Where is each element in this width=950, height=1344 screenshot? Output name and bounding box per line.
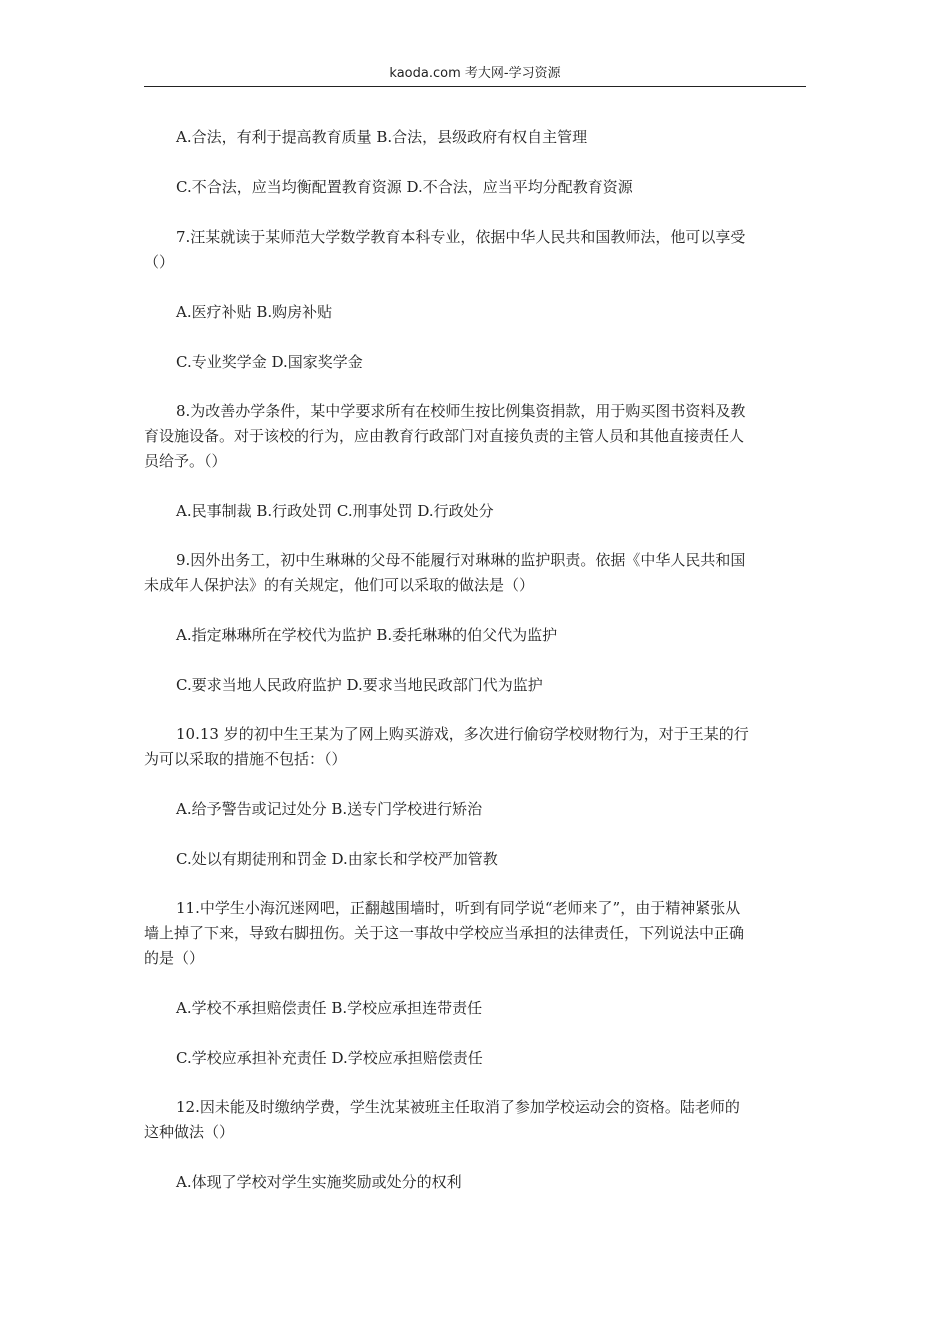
option-line: A.医疗补贴 B.购房补贴 [176, 303, 333, 321]
option-line: A.给予警告或记过处分 B.送专门学校进行矫治 [176, 800, 483, 818]
question-11-text: 11.中学生小海沉迷网吧，正翻越围墙时，听到有同学说“老师来了”，由于精神紧张从 [176, 899, 741, 917]
page-header: kaoda.com 考大网-学习资源 [389, 66, 561, 81]
option-line: C.处以有期徒刑和罚金 D.由家长和学校严加管教 [176, 850, 498, 868]
question-10-text: 10.13 岁的初中生王某为了网上购买游戏，多次进行偷窃学校财物行为，对于王某的行 [176, 725, 749, 743]
option-line: C.学校应承担补充责任 D.学校应承担赔偿责任 [176, 1049, 483, 1067]
question-10-text-cont: 为可以采取的措施不包括：（） [144, 750, 347, 768]
option-line: C.不合法，应当均衡配置教育资源 D.不合法，应当平均分配教育资源 [176, 178, 633, 196]
option-line: A.指定琳琳所在学校代为监护 B.委托琳琳的伯父代为监护 [176, 626, 558, 644]
question-7-text: 7.汪某就读于某师范大学数学教育本科专业，依据中华人民共和国教师法，他可以享受 [176, 228, 746, 246]
option-line: A.体现了学校对学生实施奖励或处分的权利 [176, 1173, 462, 1191]
question-9-text-cont: 未成年人保护法》的有关规定，他们可以采取的做法是（） [144, 576, 535, 594]
question-7-text-cont: （） [144, 253, 175, 271]
question-8-text: 8.为改善办学条件，某中学要求所有在校师生按比例集资捐款，用于购买图书资料及教 [176, 402, 746, 420]
option-line: A.合法，有利于提高教育质量 B.合法，县级政府有权自主管理 [176, 128, 588, 146]
option-line: A.民事制裁 B.行政处罚 C.刑事处罚 D.行政处分 [176, 502, 494, 520]
header-divider [144, 86, 806, 87]
question-12-text-cont: 这种做法（） [144, 1123, 235, 1141]
question-11-text-cont: 的是（） [144, 949, 205, 967]
question-9-text: 9.因外出务工，初中生琳琳的父母不能履行对琳琳的监护职责。依据《中华人民共和国 [176, 551, 746, 569]
option-line: C.要求当地人民政府监护 D.要求当地民政部门代为监护 [176, 676, 543, 694]
question-12-text: 12.因未能及时缴纳学费，学生沈某被班主任取消了参加学校运动会的资格。陆老师的 [176, 1098, 740, 1116]
option-line: A.学校不承担赔偿责任 B.学校应承担连带责任 [176, 999, 483, 1017]
option-line: C.专业奖学金 D.国家奖学金 [176, 353, 363, 371]
question-11-text-cont: 墙上掉了下来，导致右脚扭伤。关于这一事故中学校应当承担的法律责任，下列说法中正确 [144, 924, 745, 942]
question-8-text-cont: 育设施设备。对于该校的行为，应由教育行政部门对直接负责的主管人员和其他直接责任人 [144, 427, 745, 445]
question-8-text-cont: 员给予。（） [144, 452, 227, 470]
